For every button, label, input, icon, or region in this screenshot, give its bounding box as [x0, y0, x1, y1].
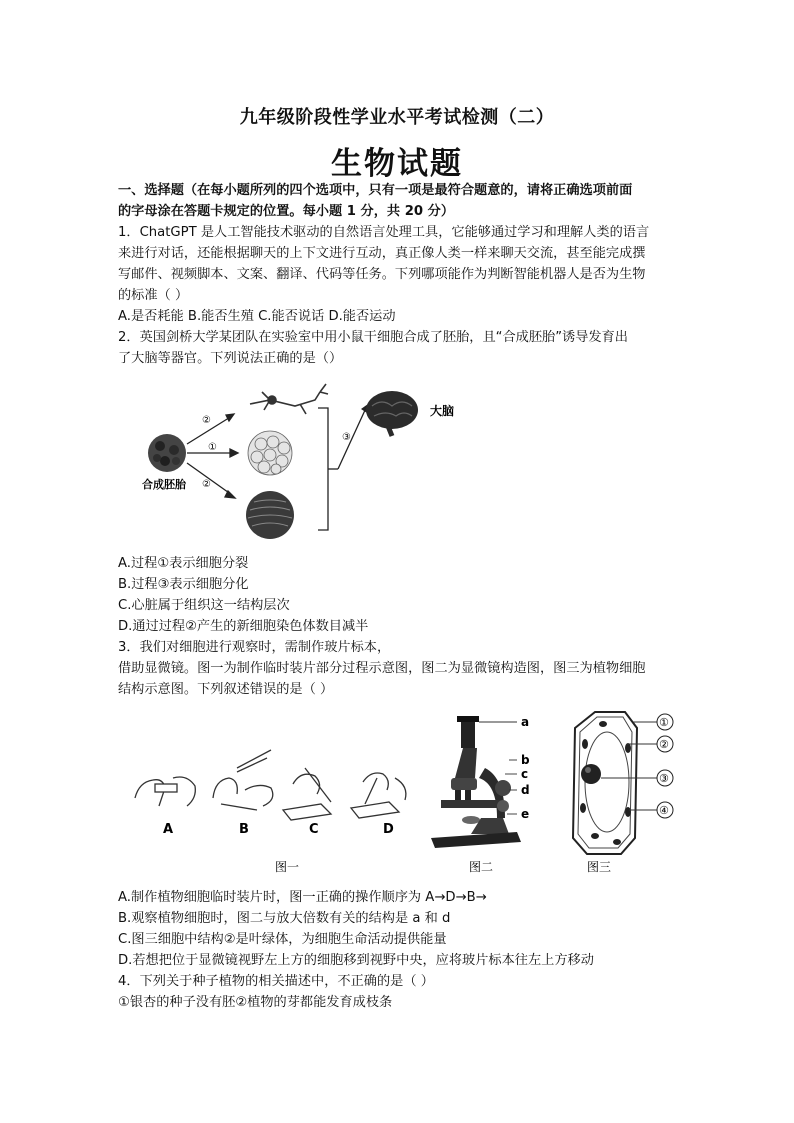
- q2-line1: 2．英国剑桥大学某团队在实验室中用小鼠干细胞合成了胚胎，且“合成胚胎”诱导发育出: [118, 330, 628, 345]
- q2-option-c: C.心脏属于组织这一结构层次: [118, 598, 290, 613]
- cell-label-2: ②: [659, 738, 669, 751]
- cell-label-1: ①: [659, 716, 669, 729]
- step-a-hands-image: [135, 777, 195, 806]
- brain-label: 大脑: [430, 404, 455, 418]
- q2-option-a: A.过程①表示细胞分裂: [118, 556, 249, 571]
- step-c-hands-image: [283, 768, 331, 820]
- q3-line1: 3．我们对细胞进行观察时，需制作玻片标本，: [118, 640, 391, 655]
- exam-title: 九年级阶段性学业水平考试检测（二）: [239, 107, 555, 128]
- step-1-label: ①: [208, 442, 217, 453]
- neuron-image: [250, 384, 328, 414]
- q1-line2: 来进行对话，还能根据聊天的上下文进行互动，真正像人类一样来聊天交流，甚至能完成撰: [118, 246, 646, 261]
- step-2-lower-label: ②: [202, 479, 211, 490]
- microscope-label-b: b: [521, 753, 530, 767]
- q3-option-b: B.观察植物细胞时，图二与放大倍数有关的结构是 a 和 d: [118, 911, 451, 926]
- plant-cell-image: [573, 712, 637, 854]
- brain-image: [366, 391, 418, 436]
- step-b-hands-image: [213, 750, 273, 810]
- q2-option-b: B.过程③表示细胞分化: [118, 577, 249, 592]
- section-heading-line1: 一、选择题（在每小题所列的四个选项中，只有一项是最符合题意的，请将正确选项前面: [118, 183, 633, 198]
- step-2-upper-label: ②: [202, 415, 211, 426]
- step-a-label: A: [163, 822, 174, 837]
- q1-line4: 的标准（ ）: [118, 288, 189, 303]
- microscope-label-c: c: [521, 767, 529, 781]
- q3-figure: [125, 708, 705, 883]
- step-3-label: ③: [342, 432, 351, 443]
- cell-label-3: ③: [659, 772, 669, 785]
- tissue-image: [246, 491, 294, 539]
- section-heading-line2: 的字母涂在答题卡规定的位置。每小题 1 分，共 20 分）: [118, 204, 455, 219]
- q3-option-d: D.若想把位于显微镜视野左上方的细胞移到视野中央，应将玻片标本往左上方移动: [118, 953, 594, 968]
- embryo-label: 合成胚胎: [142, 478, 186, 491]
- q3-line2: 借助显微镜。图一为制作临时装片部分过程示意图，图二为显微镜构造图，图三为植物细胞: [118, 661, 646, 676]
- q3-option-a: A.制作植物细胞临时装片时，图一正确的操作顺序为 A→D→B→: [118, 890, 487, 905]
- q2-line2: 了大脑等器官。下列说法正确的是（）: [118, 351, 343, 366]
- microscope-label-d: d: [521, 783, 530, 797]
- cell-label-4: ④: [659, 804, 669, 817]
- microscope-image: [431, 716, 521, 848]
- q1-line1: 1．ChatGPT 是人工智能技术驱动的自然语言处理工具，它能够通过学习和理解人类的语言: [118, 225, 650, 240]
- step-b-label: B: [239, 822, 249, 837]
- figure-1-caption: 图一: [275, 860, 300, 874]
- q1-options: A.是否耗能 B.能否生殖 C.能否说话 D.能否运动: [118, 309, 396, 324]
- q1-line3: 写邮件、视频脚本、文案、翻译、代码等任务。下列哪项能作为判断智能机器人是否为生物: [118, 267, 646, 282]
- microscope-label-a: a: [521, 715, 530, 729]
- cell-cluster-image: [248, 431, 292, 475]
- microscope-label-e: e: [521, 807, 530, 821]
- step-c-label: C: [309, 822, 319, 837]
- q3-line3: 结构示意图。下列叙述错误的是（ ）: [118, 682, 334, 697]
- step-d-hands-image: [351, 773, 406, 818]
- q4-line1: 4．下列关于种子植物的相关描述中，不正确的是（ ）: [118, 974, 434, 989]
- q3-option-c: C.图三细胞中结构②是叶绿体，为细胞生命活动提供能量: [118, 932, 447, 947]
- q2-figure: [130, 370, 470, 550]
- figure-3-caption: 图三: [587, 860, 612, 874]
- q4-line2: ①银杏的种子没有胚②植物的芽都能发育成枝条: [118, 995, 393, 1010]
- synthetic-embryo-image: [148, 434, 186, 472]
- figure-2-caption: 图二: [469, 860, 494, 874]
- step-d-label: D: [383, 822, 394, 837]
- q2-option-d: D.通过过程②产生的新细胞染色体数目减半: [118, 619, 369, 634]
- subject-title: 生物试题: [331, 146, 463, 182]
